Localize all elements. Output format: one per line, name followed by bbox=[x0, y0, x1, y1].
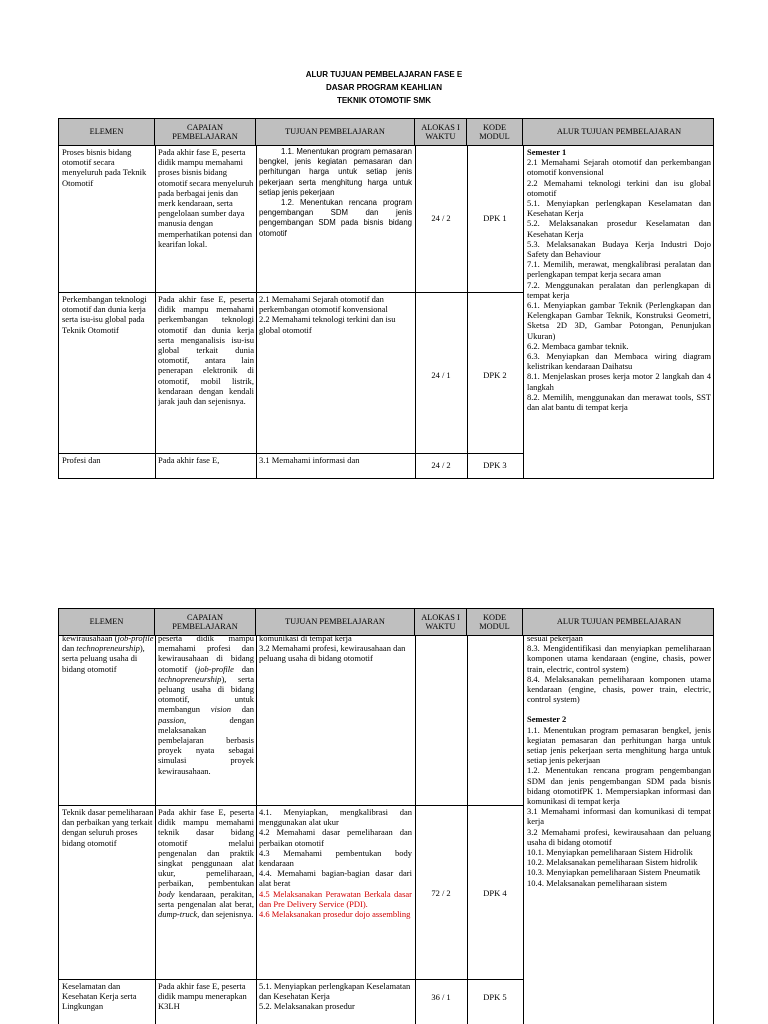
alur-item: 8.2. Memilih, menggunakan dan merawat tools, SST dan alat bantu di tempat kerja bbox=[527, 391, 711, 413]
semester-label: Semester 2 bbox=[527, 714, 567, 725]
table2-row-3-kode: DPK 5 bbox=[483, 992, 507, 1002]
alur-item: 6.1. Menyiapkan gambar Teknik (Perlengkapan dan Kelengkapan Gambar Teknik, Konstruksi Geometri, Sketsa 2D 3D, Gambar Potongan, Penunjukan Ukuran) bbox=[527, 300, 711, 341]
table2-row-2-tujuan bbox=[259, 807, 412, 919]
alur-item: 10.3. Menyiapkan pemeliharaan Sistem Pneumatik bbox=[527, 867, 701, 878]
table-row-1-elemen: Proses bisnis bidang otomotif secara menyeluruh pada Teknik Otomotif bbox=[62, 147, 147, 188]
header-tujuan: TUJUAN PEMBELAJARAN bbox=[256, 119, 415, 145]
table2-row-3-alokasi: 36 / 1 bbox=[431, 992, 451, 1002]
table-row-2-capaian: Pada akhir fase E, peserta didik mampu memahami perkembangan teknologi otomotif dan dunia kerja serta menganalisis isu-isu global terkait dunia otomotif, antara lain penerapan elektronik di otomotif, mobil listrik, kendaraan dengan kendali jarak jauh dan sejenisnya. bbox=[158, 294, 254, 407]
header-alokasi: ALOKAS I WAKTU bbox=[415, 119, 467, 145]
tujuan-item: 4.2 Memahami dasar pemeliharaan dan perbaikan otomotif bbox=[259, 827, 412, 848]
table2-row-2-capaian: Pada akhir fase E, peserta didik mampu memahami teknik dasar bidang otomotif melalui pengenalan dan praktik singkat penggunaan alat ukur, pemeliharaan, perbaikan, pembentukan body kendaraan, perakitan, serta pengenalan alat berat, dump-truck, dan sejenisnya. bbox=[158, 807, 254, 920]
alur-item: 5.2. Melaksanakan prosedur Keselamatan dan Kesehatan Kerja bbox=[527, 218, 711, 239]
table-row-2-tujuan bbox=[259, 294, 412, 335]
header-elemen: ELEMEN bbox=[59, 119, 155, 145]
alur-item: 5.3. Melaksanakan Budaya Kerja Industri Dojo Safety dan Behaviour bbox=[527, 238, 711, 260]
tujuan-item-highlighted: 4.5 Melaksanakan Perawatan Berkala dasar dan Pre Delivery Service (PDI). bbox=[259, 888, 412, 909]
table-row-3-alokasi: 24 / 2 bbox=[431, 460, 451, 470]
table2-row-2-alokasi: 72 / 2 bbox=[431, 888, 451, 898]
table2-row-1-elemen: kewirausahaan (job-profile dan technopreneurship), serta peluang usaha di bidang otomotif bbox=[62, 633, 154, 674]
alur-item: 10.2. Melaksanakan pemeliharaan Sistem hidrolik bbox=[527, 857, 698, 868]
header-alokasi: ALOKAS I WAKTU bbox=[415, 609, 467, 635]
alur-item: 2.2 Memahami teknologi terkini dan isu global otomotif bbox=[527, 177, 711, 198]
table-row-2-alokasi: 24 / 1 bbox=[431, 370, 451, 380]
tujuan-item: 2.1 Memahami Sejarah otomotif dan perkembangan otomotif konvensional bbox=[259, 294, 388, 315]
tujuan-item: 1.2. Menentukan rencana program pengembangan SDM dan jenis pengembangan SDM pada bisnis bidang otomotif bbox=[259, 198, 412, 238]
alur-item: sesuai pekerjaan bbox=[527, 633, 583, 643]
header-kode: KODE MODUL bbox=[467, 609, 523, 635]
document-title-line3: TEKNIK OTOMOTIF SMK bbox=[336, 96, 432, 105]
alur-item: 6.3. Menyiapkan dan Membaca wiring diagram kelistrikan kendaraan Daihatsu bbox=[527, 351, 711, 372]
table-row-1-capaian: Pada akhir fase E, peserta didik mampu memahami proses bisnis bidang otomotif secara menyeluruh pada berbagai jenis dan merk kendaraan, serta pengelolaan sumber daya manusia dengan memperhatikan potensi dan kearifan lokal. bbox=[158, 147, 254, 249]
table2-row-1-tujuan bbox=[259, 633, 412, 664]
table2-row-3-elemen: Keselamatan dan Kesehatan Kerja serta Lingkungan bbox=[62, 981, 137, 1012]
tujuan-item: 4.1. Menyiapkan, mengkalibrasi dan menggunakan alat ukur bbox=[259, 807, 412, 828]
alur-column-page1 bbox=[527, 147, 711, 412]
alur-item: 3.1 Memahami informasi dan komunikasi di tempat kerja bbox=[527, 806, 711, 827]
document-title-line1: ALUR TUJUAN PEMBELAJARAN FASE E bbox=[305, 70, 463, 79]
tujuan-item: 4.3 Memahami pembentukan body kendaraan bbox=[259, 847, 412, 869]
table-row-3-kode: DPK 3 bbox=[483, 460, 507, 470]
tujuan-item: komunikasi di tempat kerja bbox=[259, 633, 352, 643]
table-row-1-alokasi: 24 / 2 bbox=[431, 213, 451, 223]
table-row-2-elemen: Perkembangan teknologi otomotif dan dunia kerja serta isu-isu global pada Teknik Otomotif bbox=[62, 294, 147, 335]
tujuan-item: 5.1. Menyiapkan perlengkapan Keselamatan dan Kesehatan Kerja bbox=[259, 981, 411, 1002]
alur-item: 10.4. Melaksanakan pemeliharaan sistem bbox=[527, 877, 667, 888]
tujuan-item: 1.1. Menentukan program pemasaran bengkel, jenis kegiatan pemasaran dan perhitungan harga untuk setiap jenis pekerjaan serta menghitung harga untuk setiap jenis pekerjaan bbox=[259, 147, 412, 197]
tujuan-item: 3.2 Memahami profesi, kewirausahaan dan peluang usaha di bidang otomotif bbox=[259, 643, 406, 664]
table2-row-2-kode: DPK 4 bbox=[483, 888, 507, 898]
header-kode: KODE MODUL bbox=[467, 119, 523, 145]
header-elemen: ELEMEN bbox=[59, 609, 155, 635]
table-row-3-capaian: Pada akhir fase E, bbox=[158, 455, 220, 465]
alur-item: 8.1. Menjelaskan proses kerja motor 2 langkah dan 4 langkah bbox=[527, 371, 711, 392]
table-row-3-elemen: Profesi dan bbox=[62, 455, 101, 465]
table2-row-3-capaian: Pada akhir fase E, peserta didik mampu menerapkan K3LH bbox=[158, 981, 247, 1012]
alur-item: 8.3. Mengidentifikasi dan menyiapkan pemeliharaan komponen utama kendaraan (engine, chasis, power train, electric, control system) bbox=[527, 643, 711, 674]
atp-table-page1 bbox=[58, 118, 714, 479]
table-header-row bbox=[59, 609, 713, 636]
alur-item: 1.2. Menentukan rencana program pengembangan SDM dan jenis pengembangan SDM pada bisnis bidang otomotifPK 1. Mempersiapkan informasi dan komunikasi di tempat kerja bbox=[527, 765, 711, 807]
header-alur: ALUR TUJUAN PEMBELAJARAN bbox=[556, 127, 682, 137]
table-row-1-tujuan bbox=[259, 147, 412, 239]
header-tujuan: TUJUAN PEMBELAJARAN bbox=[256, 609, 415, 635]
atp-table-page2 bbox=[58, 608, 714, 1024]
alur-item: 1.1. Menentukan program pemasaran bengkel, jenis kegiatan pemasaran dan perhitungan harga untuk setiap jenis pekerjaan serta menghitung harga untuk setiap jenis pekerjaan bbox=[527, 724, 711, 766]
alur-column-page2 bbox=[527, 633, 711, 888]
table-header-row bbox=[59, 119, 713, 146]
alur-item: 3.2 Memahami profesi, kewirausahaan dan peluang usaha di bidang otomotif bbox=[527, 826, 711, 847]
table2-row-2-elemen: Teknik dasar pemeliharaan dan perbaikan yang terkait dengan seluruh proses bidang otomotif bbox=[62, 807, 154, 848]
alur-item: 5.1. Menyiapkan perlengkapan Keselamatan dan Kesehatan Kerja bbox=[527, 198, 711, 219]
alur-item: 6.2. Membaca gambar teknik. bbox=[527, 340, 629, 351]
semester-label: Semester 1 bbox=[527, 147, 567, 157]
alur-item: 7.2. Menggunakan peralatan dan perlengkapan di tempat kerja bbox=[527, 279, 711, 300]
alur-item: 2.1 Memahami Sejarah otomotif dan perkembangan otomotif konvensional bbox=[527, 157, 711, 178]
header-capaian: CAPAIAN PEMBELAJARAN bbox=[155, 119, 256, 145]
table-row-2-kode: DPK 2 bbox=[483, 370, 507, 380]
alur-item: 10.1. Menyiapkan pemeliharaan Sistem Hidrolik bbox=[527, 847, 693, 858]
tujuan-item: 2.2 Memahami teknologi terkini dan isu global otomotif bbox=[259, 314, 396, 335]
tujuan-item: 4.4. Memahami bagian-bagian dasar dari alat berat bbox=[259, 868, 412, 889]
alur-item: 8.4. Melaksanakan pemeliharaan komponen utama kendaraan (engine, chasis, power train, electric, control system) bbox=[527, 673, 711, 705]
table-row-1-kode: DPK 1 bbox=[483, 213, 507, 223]
table-row-3-tujuan: 3.1 Memahami informasi dan bbox=[259, 455, 360, 465]
document-title-line2: DASAR PROGRAM KEAHLIAN bbox=[326, 83, 442, 92]
header-alur: ALUR TUJUAN PEMBELAJARAN bbox=[556, 617, 682, 627]
tujuan-item-highlighted: 4.6 Melaksanakan prosedur dojo assembling bbox=[259, 909, 411, 920]
table2-row-3-tujuan bbox=[259, 981, 412, 1012]
header-capaian: CAPAIAN PEMBELAJARAN bbox=[155, 609, 256, 635]
tujuan-item: 5.2. Melaksanakan prosedur bbox=[259, 1001, 355, 1012]
table2-row-1-capaian: peserta didik mampu memahami profesi dan kewirausahaan di bidang otomotif (job-profile dan technopreneurship), serta peluang usaha di bidang otomotif, untuk membangun vision dan passion, dengan melaksanakan pembelajaran berbasis proyek nyata sebagai simulasi proyek kewirausahaan. bbox=[158, 633, 254, 776]
alur-item: 7.1. Memilih, merawat, mengkalibrasi peralatan dan perlengkapan tempat kerja secara aman bbox=[527, 259, 711, 280]
